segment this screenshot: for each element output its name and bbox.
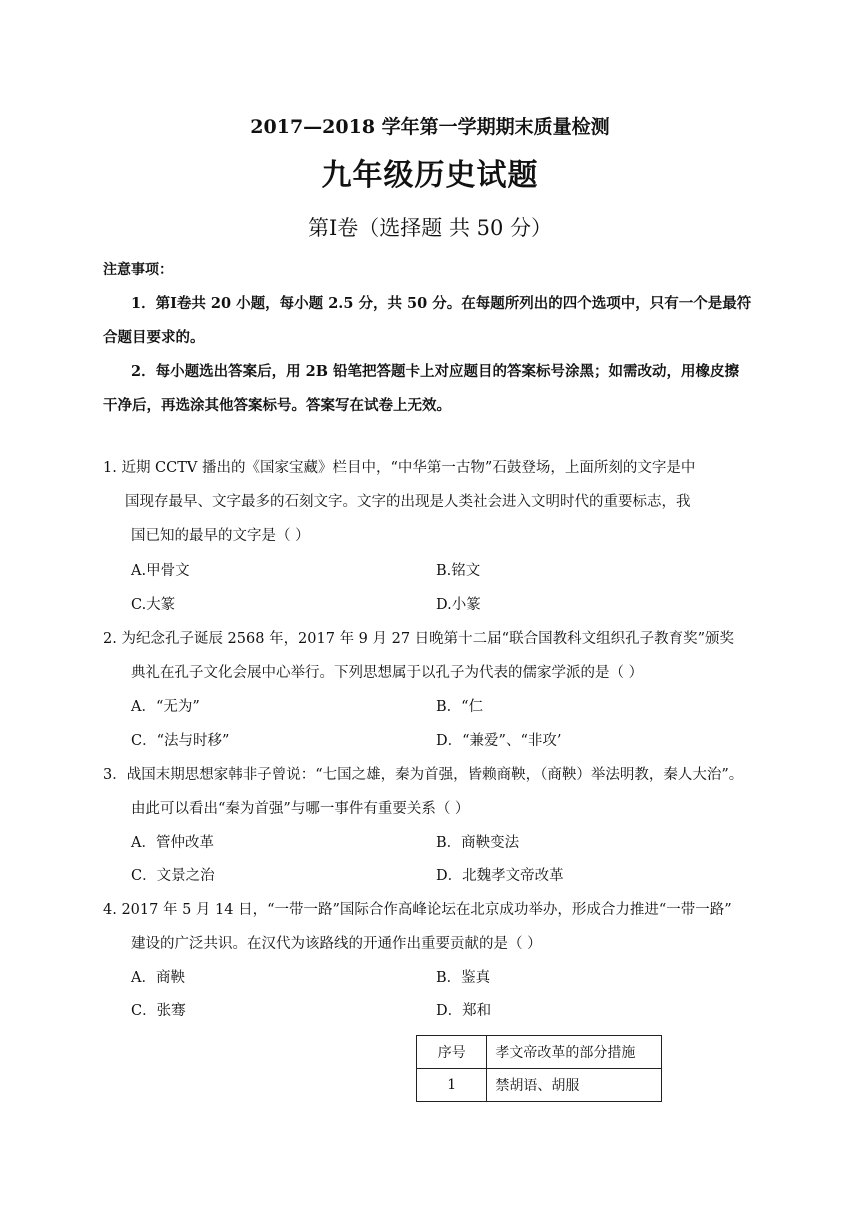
notice-item-1-line-1: 1．第Ⅰ卷共 20 小题，每小题 2.5 分，共 50 分。在每题所列出的四个选项中，只有一个是最符 [131,295,752,312]
notice-item-2-line-2: 干净后，再选涂其他答案标号。答案写在试卷上无效。 [103,397,451,414]
question-2-option-d: D．“兼爱”、“非攻’ [436,733,562,749]
table-cell-index: 1 [417,1069,487,1102]
question-4-option-a: A．商鞅 [131,970,185,986]
question-1-option-d: D.小篆 [436,597,481,613]
question-4-option-c: C．张骞 [131,1003,186,1019]
question-1-line-3: 国已知的最早的文字是（ ） [131,528,310,544]
question-4-line-2: 建设的广泛共识。在汉代为该路线的开通作出重要贡献的是（ ） [131,936,542,952]
question-1-option-b: B.铭文 [436,563,481,579]
question-1-option-a: A.甲骨文 [131,563,190,579]
question-4-line-1: 4. 2017 年 5 月 14 日，“一带一路”国际合作高峰论坛在北京成功举办，形成合力推进“一带一路” [103,902,732,918]
page-title: 九年级历史试题 [321,158,539,193]
question-3-line-1: 3．战国末期思想家韩非子曾说：“七国之雄，秦为首强，皆赖商鞅，（商鞅）举法明教，秦人大治”。 [103,767,744,783]
question-1-line-1: 1. 近期 CCTV 播出的《国家宝藏》栏目中，“中华第一古物”石鼓登场，上面所刻的文字是中 [103,460,696,476]
question-2-option-b: B．“仁 [436,699,484,715]
table-header-measures: 孝文帝改革的部分措施 [487,1036,662,1069]
question-4-option-b: B．鉴真 [436,970,491,986]
question-3-option-a: A．管仲改革 [131,835,214,851]
question-3-option-d: D．北魏孝文帝改革 [436,868,564,884]
table-header-index: 序号 [417,1036,487,1069]
question-2-line-1: 2. 为纪念孔子诞辰 2568 年，2017 年 9 月 27 日晚第十二届“联合国教科文组织孔子教育奖”颁奖 [103,631,735,647]
notice-item-2-line-1: 2．每小题选出答案后，用 2B 铅笔把答题卡上对应题目的答案标号涂黑；如需改动，用橡皮擦 [131,363,740,380]
question-3-option-c: C．文景之治 [131,868,215,884]
section-title: 第Ⅰ卷（选择题 共 50 分） [307,216,553,240]
question-1-option-c: C.大篆 [131,597,176,613]
question-3-option-b: B．商鞅变法 [436,835,520,851]
table-cell-measure: 禁胡语、胡服 [487,1069,662,1102]
question-2-line-2: 典礼在孔子文化会展中心举行。下列思想属于以孔子为代表的儒家学派的是（ ） [131,665,644,681]
notice-label: 注意事项： [103,262,173,278]
reform-measures-table [416,1035,662,1102]
question-1-line-2: 国现存最早、文字最多的石刻文字。文字的出现是人类社会进入文明时代的重要标志，我 [125,494,691,510]
table-row [417,1069,662,1102]
question-3-line-2: 由此可以看出“秦为首强”与哪一事件有重要关系（ ） [131,801,470,817]
exam-header-line: 2017—2018 学年第一学期期末质量检测 [250,116,610,138]
question-2-option-a: A．“无为” [131,699,200,715]
notice-item-1-line-2: 合题目要求的。 [103,329,205,346]
question-2-option-c: C．“法与时移” [131,733,230,749]
table-header-row [417,1036,662,1069]
question-4-option-d: D．郑和 [436,1003,492,1019]
